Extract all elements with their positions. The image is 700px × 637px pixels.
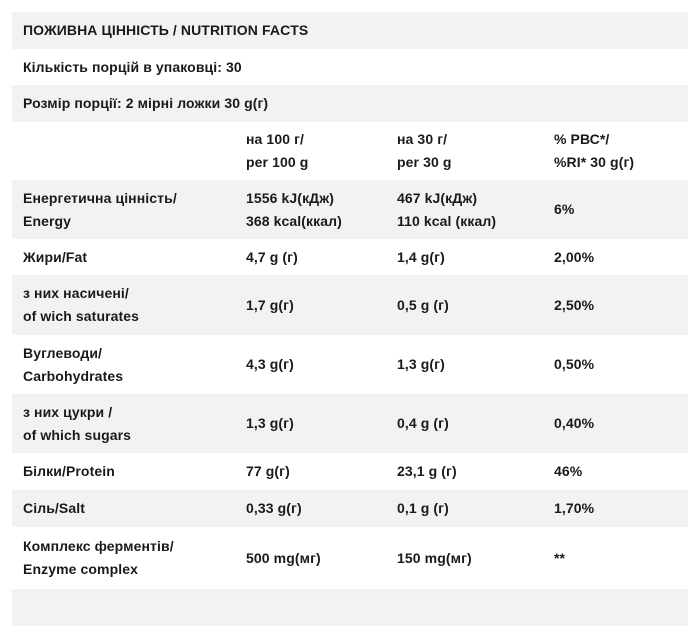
value-ri: 0,40%	[554, 415, 595, 431]
value-per-100g: 1556 kJ(кДж) 368 kcal(ккал)	[246, 189, 342, 229]
table-row	[12, 453, 688, 490]
table-row	[12, 239, 688, 275]
value-ri: 2,50%	[554, 296, 595, 313]
table-row	[12, 527, 688, 589]
value-ri: 0,50%	[554, 356, 595, 372]
value-per-30g: 0,4 g (г)	[397, 415, 449, 431]
nutrient-name: Комплекс ферментів/ Enzyme complex	[23, 538, 174, 577]
table-title-row	[12, 12, 688, 49]
value-per-30g: 1,4 g(г)	[397, 248, 445, 265]
table-row	[12, 394, 688, 453]
value-per-100g: 4,7 g (г)	[246, 248, 298, 265]
value-per-100g: 0,33 g(г)	[246, 500, 302, 516]
value-per-30g: 1,3 g(г)	[397, 356, 445, 372]
value-per-30g: 23,1 g (г)	[397, 463, 457, 479]
value-per-30g: 150 mg(мг)	[397, 549, 472, 566]
nutrient-name: з них насичені/ of wich saturates	[23, 285, 140, 324]
nutrient-name: Вуглеводи/ Carbohydrates	[23, 344, 124, 384]
servings-per-pack: Кількість порцій в упаковці: 30	[23, 58, 242, 75]
table-row	[12, 275, 688, 335]
value-per-30g: 467 kJ(кДж) 110 kcal (ккал)	[397, 189, 497, 229]
servings-row	[12, 49, 688, 85]
value-ri: 2,00%	[554, 248, 595, 265]
header-ri: % РВС*/ %RI* 30 g(г)	[554, 131, 635, 170]
serving-size-row	[12, 85, 688, 122]
value-ri: 6%	[554, 201, 575, 217]
value-per-30g: 0,1 g (г)	[397, 500, 449, 516]
nutrient-name: з них цукри / of which sugars	[23, 403, 132, 443]
table-row	[12, 335, 688, 394]
table-row	[12, 180, 688, 239]
table-row	[12, 490, 688, 527]
value-ri: **	[554, 549, 566, 566]
nutrition-table	[12, 12, 688, 626]
nutrient-name: Енергетична цінність/ Energy	[23, 189, 177, 229]
value-ri: 46%	[554, 463, 583, 479]
value-ri: 1,70%	[554, 500, 595, 516]
column-header-row	[12, 122, 688, 180]
value-per-100g: 1,3 g(г)	[246, 415, 294, 431]
nutrient-name: Білки/Protein	[23, 463, 115, 479]
serving-size: Розмір порції: 2 мірні ложки 30 g(г)	[23, 95, 269, 111]
value-per-30g: 0,5 g (г)	[397, 296, 449, 313]
value-per-100g: 4,3 g(г)	[246, 356, 294, 372]
table-footer-row	[12, 589, 688, 626]
nutrient-name: Жири/Fat	[23, 248, 88, 265]
value-per-100g: 1,7 g(г)	[246, 296, 294, 313]
nutrient-name: Сіль/Salt	[23, 500, 85, 516]
value-per-100g: 77 g(г)	[246, 463, 290, 479]
value-per-100g: 500 mg(мг)	[246, 549, 321, 566]
header-per-30g: на 30 г/ per 30 g	[397, 131, 452, 170]
header-per-100g: на 100 г/ per 100 g	[246, 131, 309, 170]
table-title: ПОЖИВНА ЦІННІСТЬ / NUTRITION FACTS	[23, 22, 309, 38]
